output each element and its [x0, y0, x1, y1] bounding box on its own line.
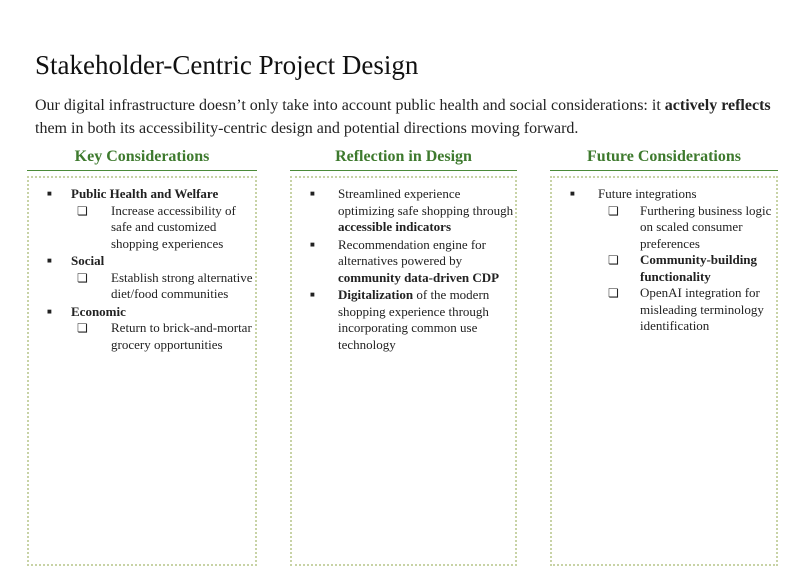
- list-item: [29, 304, 255, 321]
- subtitle-emphasis: actively reflects: [664, 97, 771, 114]
- checkbox-bullet-icon: ❏: [77, 321, 88, 335]
- square-bullet-icon: ■: [310, 189, 315, 198]
- square-bullet-icon: ■: [47, 256, 52, 265]
- sub-list-item-text: Furthering business logic on scaled consumer preferences: [640, 202, 772, 251]
- square-bullet-icon: ■: [310, 290, 315, 299]
- list-item: [292, 287, 515, 353]
- list-item-emphasis: accessible indicators: [338, 219, 452, 234]
- square-bullet-icon: ■: [310, 239, 315, 249]
- checkbox-bullet-icon: ❏: [77, 203, 88, 218]
- list-item-emphasis: Digitalization: [338, 287, 414, 302]
- list-item-heading: Public Health and Welfare: [71, 186, 219, 201]
- subtitle-text-2: them in both its accessibility-centric design and potential directions moving forward.: [35, 120, 579, 137]
- slide-subtitle: [35, 94, 780, 140]
- column-header: Reflection in Design: [290, 146, 517, 171]
- list-item-text: Recommendation engine for alternatives powered by: [338, 236, 487, 268]
- sub-list-item: [552, 285, 776, 335]
- list-item-heading: Economic: [71, 303, 126, 319]
- column-key-considerations: [27, 146, 257, 352]
- sub-list-item: [552, 203, 776, 253]
- sub-list-item-text: Establish strong alternative diet/food communities: [111, 269, 253, 301]
- column-header: Key Considerations: [27, 146, 257, 171]
- square-bullet-icon: ■: [47, 189, 52, 198]
- checkbox-bullet-icon: ❏: [77, 270, 88, 285]
- list-item: [292, 186, 515, 236]
- list-item-text: of the modern shopping experience through incorporating common use technology: [338, 287, 490, 352]
- list-item-text: Streamlined experience optimizing safe shopping through: [338, 186, 514, 218]
- square-bullet-icon: ■: [570, 189, 575, 198]
- list-item-heading: Social: [71, 253, 105, 268]
- list-item: [552, 186, 776, 203]
- sub-list-item-text: Return to brick-and-mortar grocery opportunities: [111, 320, 252, 352]
- column-box: [290, 176, 517, 566]
- subtitle-text-1: Our digital infrastructure doesn’t only take into account public health and social considerations: it: [35, 97, 665, 114]
- sub-list-item: [29, 320, 255, 353]
- list-item-text: Future integrations: [598, 186, 697, 201]
- sub-list-item-emphasis: Community-building functionality: [640, 252, 758, 284]
- checkbox-bullet-icon: ❏: [608, 253, 619, 267]
- column-reflection-in-design: [290, 146, 517, 352]
- sub-list-item: [552, 252, 776, 285]
- checkbox-bullet-icon: ❏: [608, 286, 619, 300]
- sub-list-item-text: OpenAI integration for misleading terminology identification: [640, 285, 764, 333]
- list-item-emphasis: community data-driven CDP: [338, 269, 500, 285]
- sub-list-item: [29, 270, 255, 303]
- slide-title: Stakeholder-Centric Project Design: [35, 50, 419, 80]
- column-box: [550, 176, 778, 566]
- column-future-considerations: [550, 146, 778, 333]
- sub-list-item-text: Increase accessibility of safe and customized shopping experiences: [111, 202, 236, 251]
- square-bullet-icon: ■: [47, 306, 52, 316]
- list-item: [292, 237, 515, 287]
- column-box: [27, 176, 257, 566]
- sub-list-item: [29, 203, 255, 253]
- column-header: Future Considerations: [550, 146, 778, 171]
- list-item: [29, 186, 255, 203]
- checkbox-bullet-icon: ❏: [608, 203, 619, 218]
- list-item: [29, 253, 255, 270]
